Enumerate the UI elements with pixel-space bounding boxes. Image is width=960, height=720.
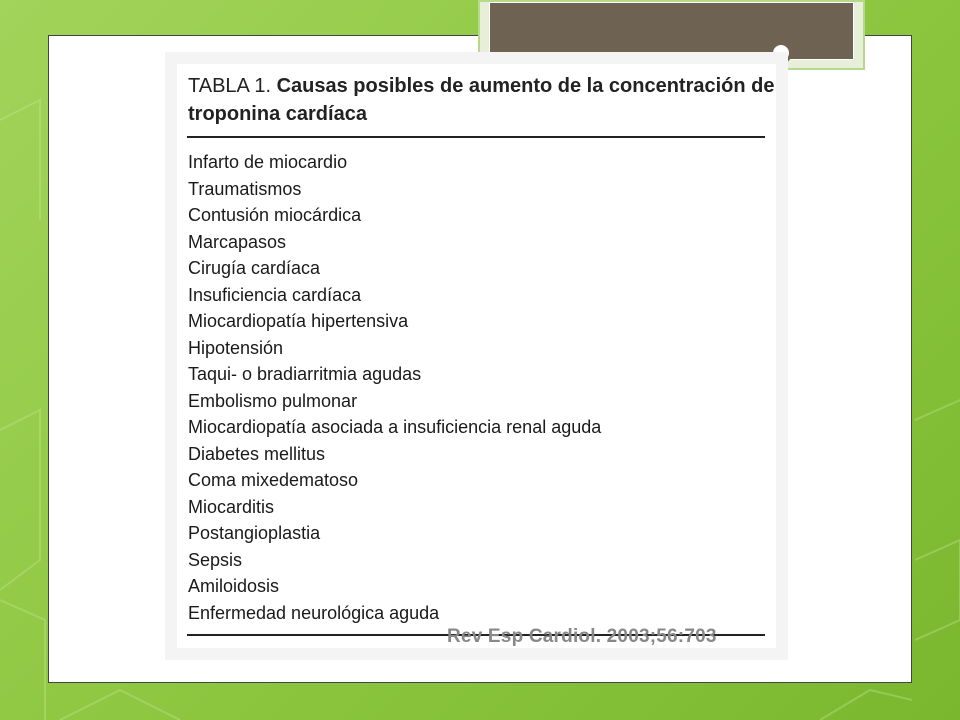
table-title — [188, 72, 778, 128]
cause-list-item: Miocardiopatía hipertensiva — [188, 311, 409, 331]
cause-list-item: Contusión miocárdica — [188, 205, 362, 225]
cause-list-item: Miocarditis — [188, 496, 275, 517]
citation: Rev Esp Cardiol. 2003;56:703 — [447, 626, 717, 647]
cause-list-item: Coma mixedematoso — [188, 470, 359, 490]
cause-list-item: Diabetes mellitus — [188, 443, 326, 464]
cause-list-item: Miocardiopatía asociada a insuficiencia renal aguda — [188, 417, 602, 437]
table-label: TABLA 1. — [188, 75, 272, 97]
cause-list-item: Enfermedad neurológica aguda — [188, 602, 440, 623]
table-caption: Causas posibles de aumento de la concentración de troponina cardíaca — [188, 75, 775, 125]
cause-list-item: Amiloidosis — [188, 576, 280, 596]
cause-list-item: Marcapasos — [188, 231, 287, 252]
cause-list-item: Traumatismos — [188, 178, 302, 199]
cause-list-item: Postangioplastia — [188, 523, 321, 543]
cause-list-item: Hipotensión — [188, 337, 284, 358]
cause-list-item: Sepsis — [188, 549, 243, 570]
cause-list-item: Taqui- o bradiarritmia agudas — [188, 364, 422, 384]
cause-list-item: Infarto de miocardio — [188, 152, 348, 172]
cause-list — [188, 149, 601, 626]
cause-list-item: Embolismo pulmonar — [188, 390, 358, 411]
cause-list-item: Cirugía cardíaca — [188, 258, 321, 278]
cause-list-item: Insuficiencia cardíaca — [188, 284, 362, 305]
table-image — [165, 52, 788, 660]
table-top-rule — [187, 136, 765, 138]
